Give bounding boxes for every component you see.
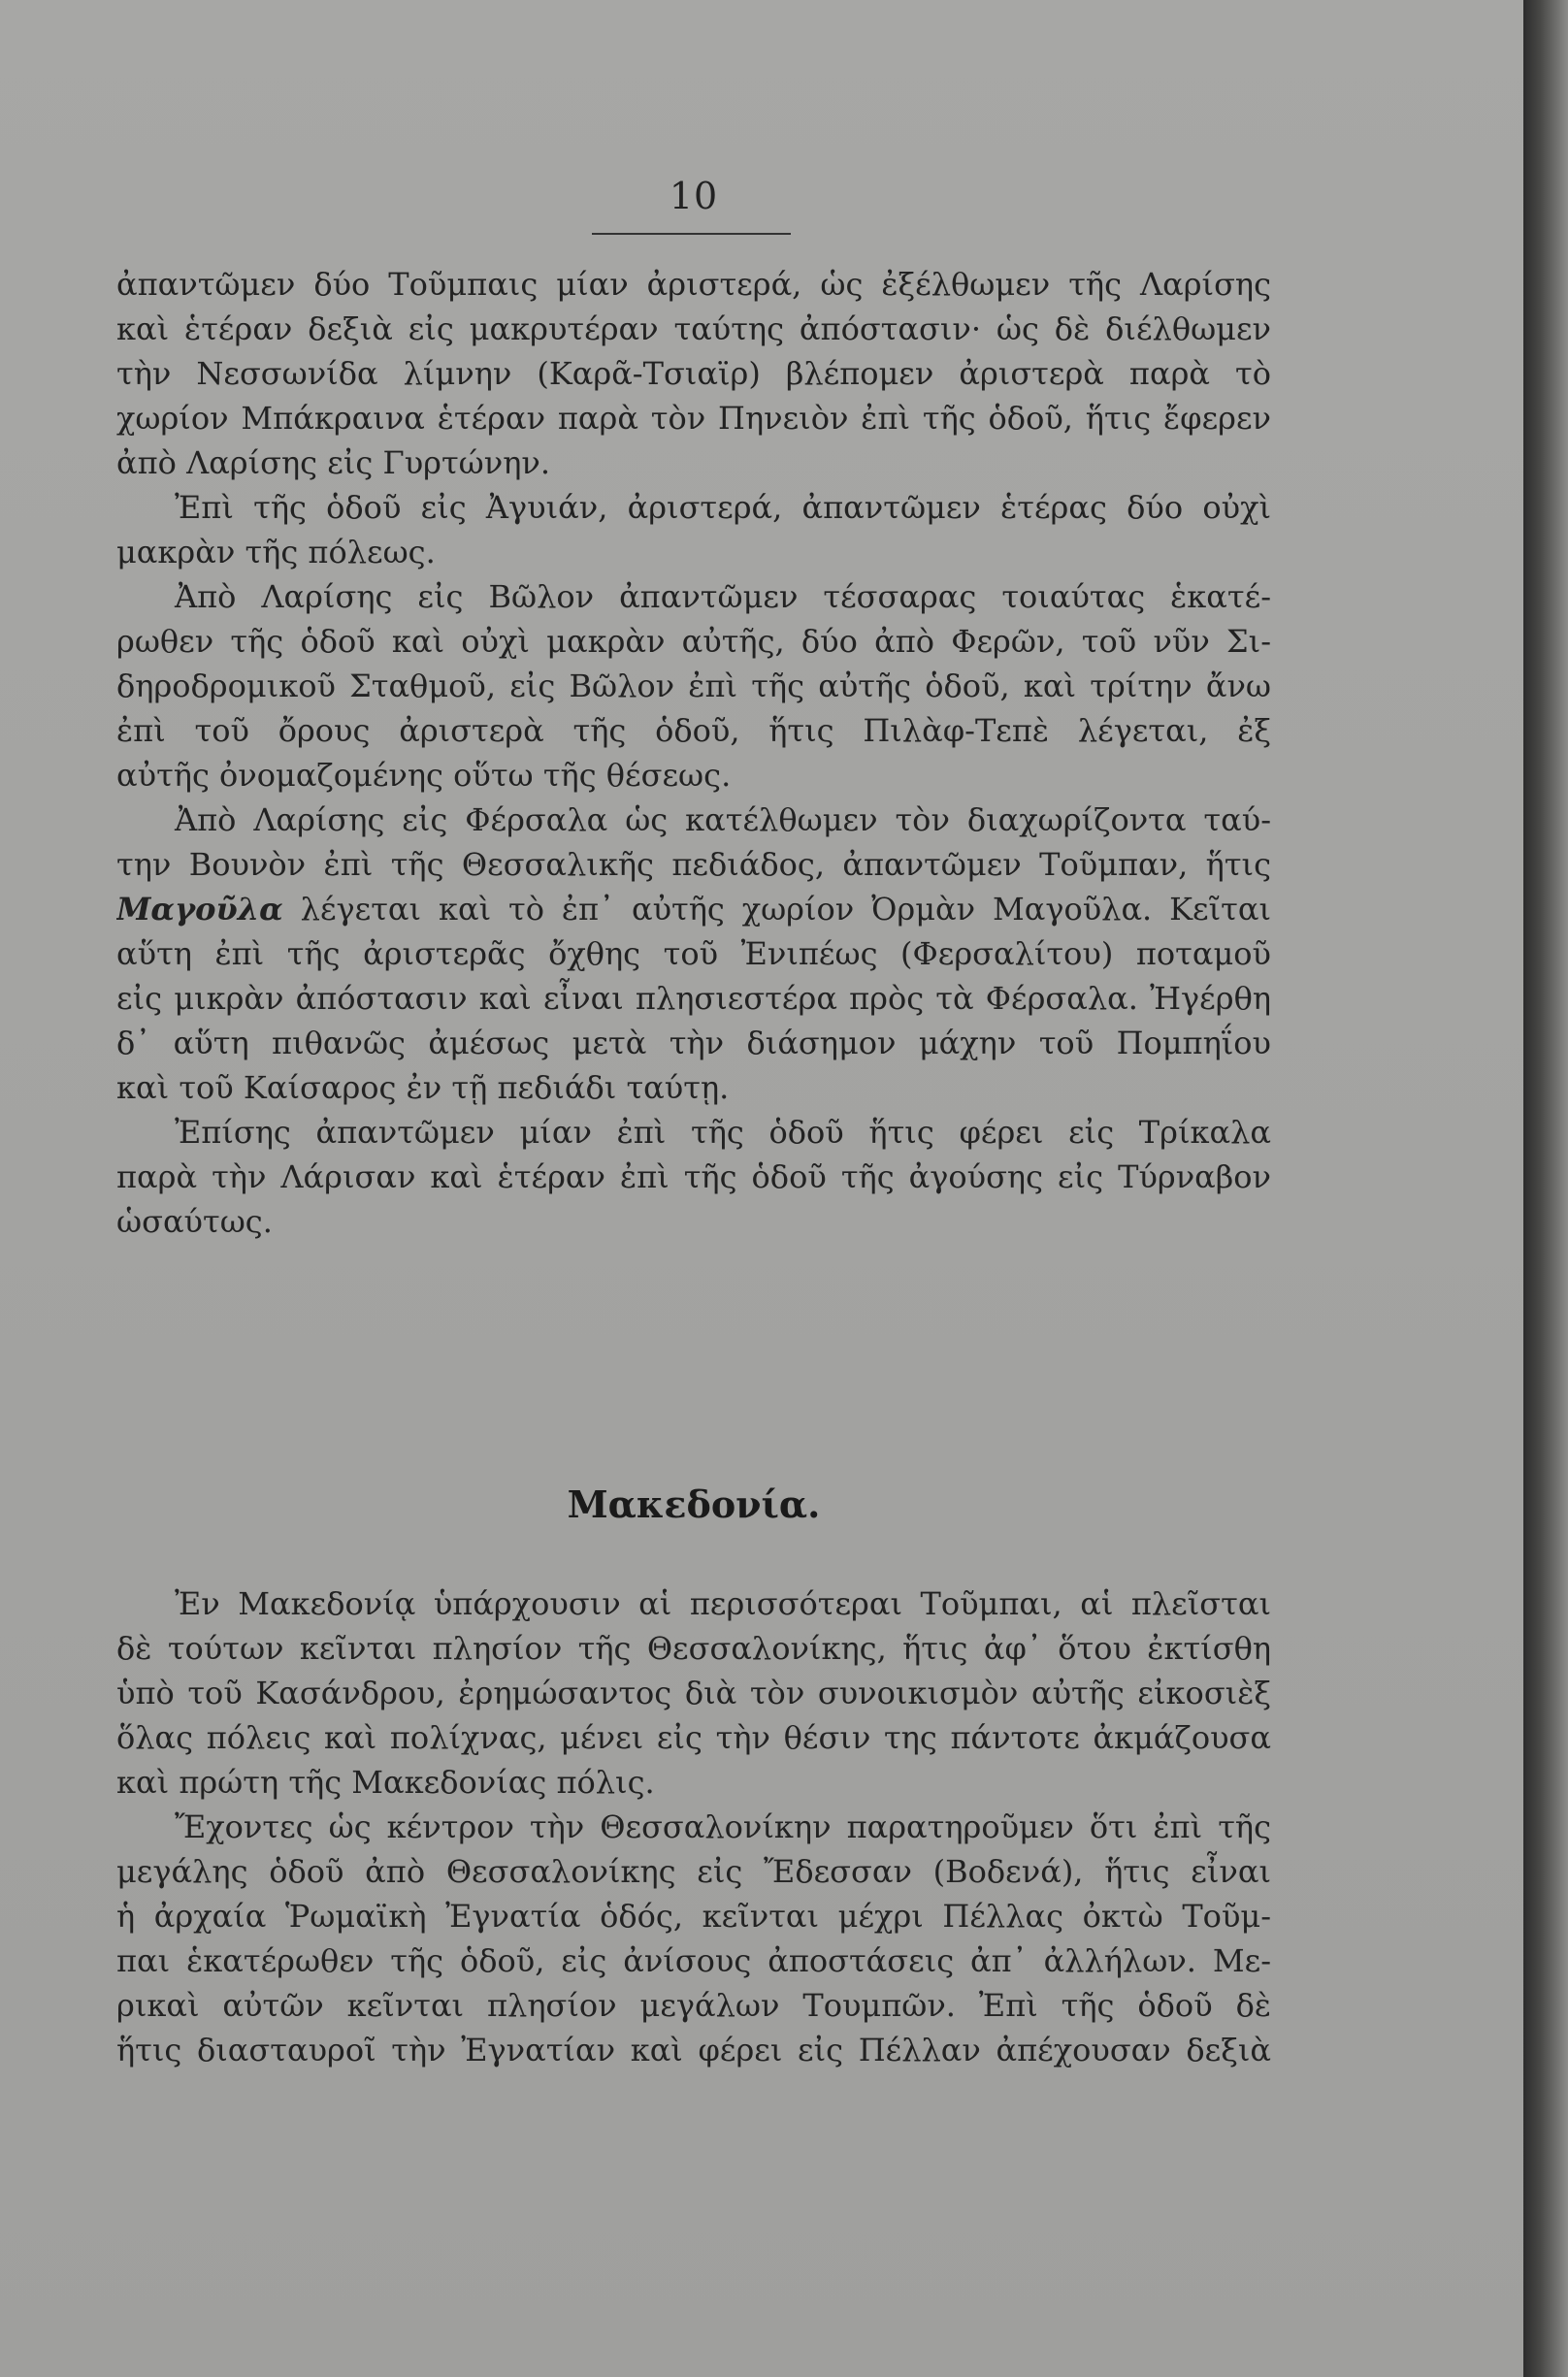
line-text: την Βουνὸν ἐπὶ τῆς Θεσσαλικῆς πεδιάδος, ἀπαντῶμεν Τοῦμπαν, ἥτις	[116, 846, 1271, 883]
text-line	[116, 485, 1271, 530]
text-line	[116, 1983, 1271, 2028]
text-line	[116, 396, 1271, 440]
text-line	[116, 1581, 1271, 1626]
line-text: παρὰ τὴν Λάρισαν καὶ ἑτέραν ἐπὶ τῆς ὁδοῦ τῆς ἀγούσης εἰς Τύρναβον	[116, 1158, 1271, 1195]
text-section-macedonia	[116, 1581, 1271, 2072]
text-line	[116, 262, 1271, 307]
line-text: ὅλας πόλεις καὶ πολίχνας, μένει εἰς τὴν θέσιν της πάντοτε ἀκμάζουσα	[116, 1719, 1271, 1756]
line-text: χωρίον Μπάκραινα ἑτέραν παρὰ τὸν Πηνειὸν ἐπὶ τῆς ὁδοῦ, ἥτις ἔφερεν	[116, 400, 1271, 437]
line-text: Ἐν Μακεδονίᾳ ὑπάρχουσιν αἱ περισσότεραι Τοῦμπαι, αἱ πλεῖσται	[175, 1585, 1271, 1622]
text-line	[116, 753, 1271, 798]
text-line	[116, 574, 1271, 619]
text-line	[116, 2028, 1271, 2072]
text-line	[116, 1065, 1271, 1110]
header-rule	[592, 233, 791, 235]
text-line	[116, 351, 1271, 396]
text-line	[116, 1110, 1271, 1155]
text-line	[116, 931, 1271, 976]
line-text: μεγάλης ὁδοῦ ἀπὸ Θεσσαλονίκης εἰς Ἔδεσσαν (Βοδενά), ἥτις εἶναι	[116, 1853, 1271, 1890]
section-heading: Μακεδονία.	[567, 1482, 821, 1526]
text-line	[116, 798, 1271, 842]
text-line	[116, 1199, 1271, 1244]
text-line	[116, 440, 1271, 485]
line-text: ὡσαύτως.	[116, 1203, 273, 1240]
text-line	[116, 842, 1271, 887]
text-line	[116, 976, 1271, 1021]
line-text: αὐτῆς ὀνομαζομένης οὕτω τῆς θέσεως.	[116, 757, 732, 794]
text-line	[116, 530, 1271, 574]
text-section-thessaly	[116, 262, 1271, 1244]
text-line	[116, 664, 1271, 708]
line-text: αὕτη ἐπὶ τῆς ἀριστερᾶς ὄχθης τοῦ Ἐνιπέως (Φερσαλίτου) ποταμοῦ	[116, 935, 1271, 972]
line-text: Ἐπὶ τῆς ὁδοῦ εἰς Ἀγυιάν, ἀριστερά, ἀπαντῶμεν ἑτέρας δύο οὐχὶ	[175, 489, 1271, 526]
line-text: τὴν Νεσσωνίδα λίμνην (Καρᾶ-Τσιαϊρ) βλέπομεν ἀριστερὰ παρὰ τὸ	[116, 355, 1271, 392]
line-text: καὶ πρώτη τῆς Μακεδονίας πόλις.	[116, 1764, 655, 1801]
page-number: 10	[669, 175, 719, 217]
line-text: εἰς μικρὰν ἀπόστασιν καὶ εἶναι πλησιεστέρα πρὸς τὰ Φέρσαλα. Ἠγέρθη	[116, 980, 1271, 1017]
text-line	[116, 1021, 1271, 1065]
text-line	[116, 1760, 1271, 1805]
text-line	[116, 619, 1271, 664]
line-text: δηροδρομικοῦ Σταθμοῦ, εἰς Βῶλον ἐπὶ τῆς αὐτῆς ὁδοῦ, καὶ τρίτην ἄνω	[116, 668, 1271, 704]
line-text: λέγεται καὶ τὸ ἐπ᾽ αὐτῆς χωρίον Ὀρμὰν Μαγοῦλα. Κεῖται	[282, 891, 1271, 928]
line-text: Ἐπίσης ἀπαντῶμεν μίαν ἐπὶ τῆς ὁδοῦ ἥτις φέρει εἰς Τρίκαλα	[175, 1114, 1271, 1151]
line-text: ὑπὸ τοῦ Κασάνδρου, ἐρημώσαντος διὰ τὸν συνοικισμὸν αὐτῆς εἰκοσιὲξ	[116, 1675, 1271, 1711]
text-line	[116, 1715, 1271, 1760]
line-text: ἐπὶ τοῦ ὄρους ἀριστερὰ τῆς ὁδοῦ, ἥτις Πιλὰφ-Τεπὲ λέγεται, ἐξ	[116, 712, 1271, 749]
line-text: ρωθεν τῆς ὁδοῦ καὶ οὐχὶ μακρὰν αὐτῆς, δύο ἀπὸ Φερῶν, τοῦ νῦν Σι-	[116, 623, 1271, 660]
line-text: Ἀπὸ Λαρίσης εἰς Βῶλον ἀπαντῶμεν τέσσαρας τοιαύτας ἑκατέ-	[175, 578, 1271, 615]
text-line	[116, 1155, 1271, 1199]
line-text: ἥτις διασταυροῖ τὴν Ἐγνατίαν καὶ φέρει εἰς Πέλλαν ἀπέχουσαν δεξιὰ	[116, 2032, 1271, 2068]
line-text: δὲ τούτων κεῖνται πλησίον τῆς Θεσσαλονίκης, ἥτις ἀφ᾽ ὅτου ἐκτίσθη	[116, 1630, 1271, 1667]
text-line	[116, 1894, 1271, 1938]
line-text: μακρὰν τῆς πόλεως.	[116, 534, 436, 570]
line-text: Ἀπὸ Λαρίσης εἰς Φέρσαλα ὡς κατέλθωμεν τὸν διαχωρίζοντα ταύ-	[175, 801, 1271, 838]
line-text: καὶ τοῦ Καίσαρος ἐν τῇ πεδιάδι ταύτῃ.	[116, 1069, 730, 1106]
text-line	[116, 1849, 1271, 1894]
line-text: ἀπαντῶμεν δύο Τοῦμπαις μίαν ἀριστερά, ὡς ἐξέλθωμεν τῆς Λαρίσης	[116, 266, 1271, 303]
line-text: ἡ ἀρχαία Ῥωμαϊκὴ Ἐγνατία ὁδός, κεῖνται μέχρι Πέλλας ὀκτὼ Τοῦμ-	[116, 1898, 1271, 1935]
emphasized-word: Μαγοῦλα	[116, 891, 283, 928]
line-text: ρικαὶ αὐτῶν κεῖνται πλησίον μεγάλων Τουμπῶν. Ἐπὶ τῆς ὁδοῦ δὲ	[116, 1987, 1271, 2024]
text-line	[116, 1805, 1271, 1849]
line-text: καὶ ἑτέραν δεξιὰ εἰς μακρυτέραν ταύτης ἀπόστασιν· ὡς δὲ διέλθωμεν	[116, 310, 1271, 347]
text-line	[116, 708, 1271, 753]
text-line	[116, 307, 1271, 351]
line-text: δ᾽ αὕτη πιθανῶς ἀμέσως μετὰ τὴν διάσημον μάχην τοῦ Πομπηΐου	[116, 1025, 1271, 1061]
line-text: παι ἑκατέρωθεν τῆς ὁδοῦ, εἰς ἀνίσους ἀποστάσεις ἀπ᾽ ἀλλήλων. Με-	[116, 1942, 1271, 1979]
text-line	[116, 1938, 1271, 1983]
text-line	[116, 887, 1271, 931]
line-text: Ἔχοντες ὡς κέντρον τὴν Θεσσαλονίκην παρατηροῦμεν ὅτι ἐπὶ τῆς	[175, 1808, 1271, 1845]
book-binding-edge	[1523, 0, 1568, 2377]
text-line	[116, 1671, 1271, 1715]
text-line	[116, 1626, 1271, 1671]
line-text: ἀπὸ Λαρίσης εἰς Γυρτώνην.	[116, 444, 550, 481]
